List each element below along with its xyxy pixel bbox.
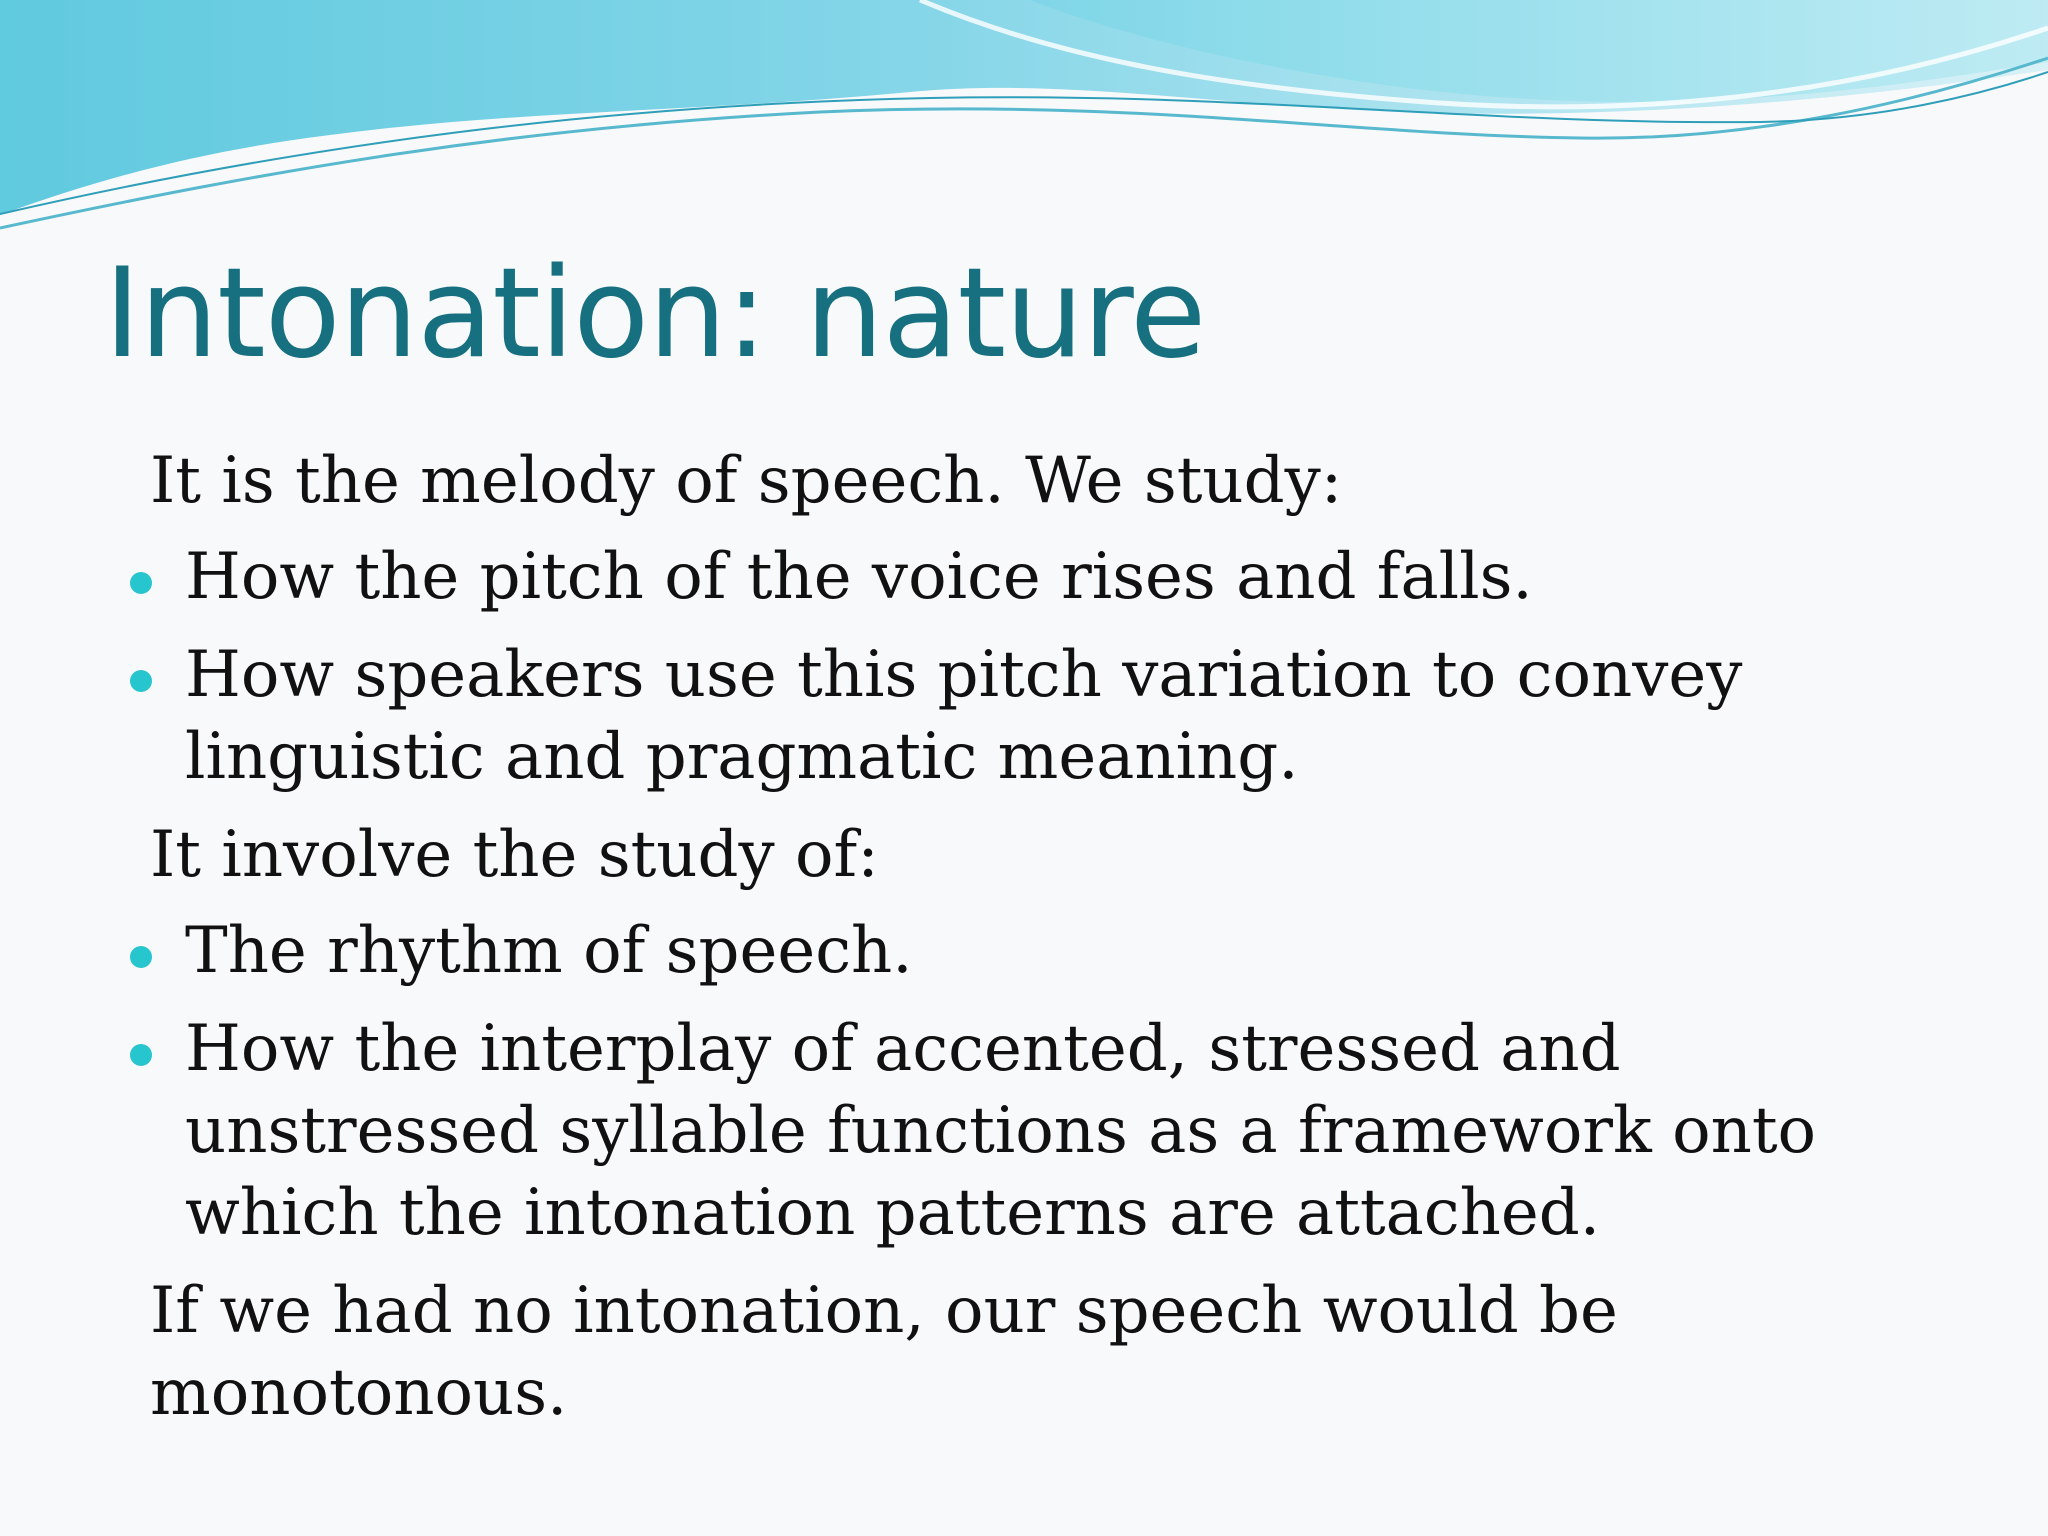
bullet-text: The rhythm of speech. [185,914,913,988]
bullet-dot-icon [130,670,152,692]
slide-body [120,440,1980,1448]
bullet-text: How the interplay of accented, stressed and unstressed syllable functions as a framework onto which the intonation patterns are attached. [185,1012,1817,1250]
bullet-dot-icon [130,946,152,968]
closing-text: If we had no intonation, our speech would be monotonous. [150,1274,1618,1430]
bullet-dot-icon [130,572,152,594]
bullet-item [120,536,1980,618]
bullet-item [120,910,1980,992]
bullet-item [120,634,1980,798]
intro-text-2: It involve the study of: [150,818,879,892]
slide-title: Intonation: nature [104,242,1206,386]
bullet-text: How speakers use this pitch variation to convey linguistic and pragmatic meaning. [185,638,1743,794]
header-wave-decoration [0,0,2048,240]
bullet-text: How the pitch of the voice rises and falls. [185,540,1533,614]
intro-text-1: It is the melody of speech. We study: [150,444,1343,518]
bullet-dot-icon [130,1044,152,1066]
bullet-item [120,1008,1980,1254]
